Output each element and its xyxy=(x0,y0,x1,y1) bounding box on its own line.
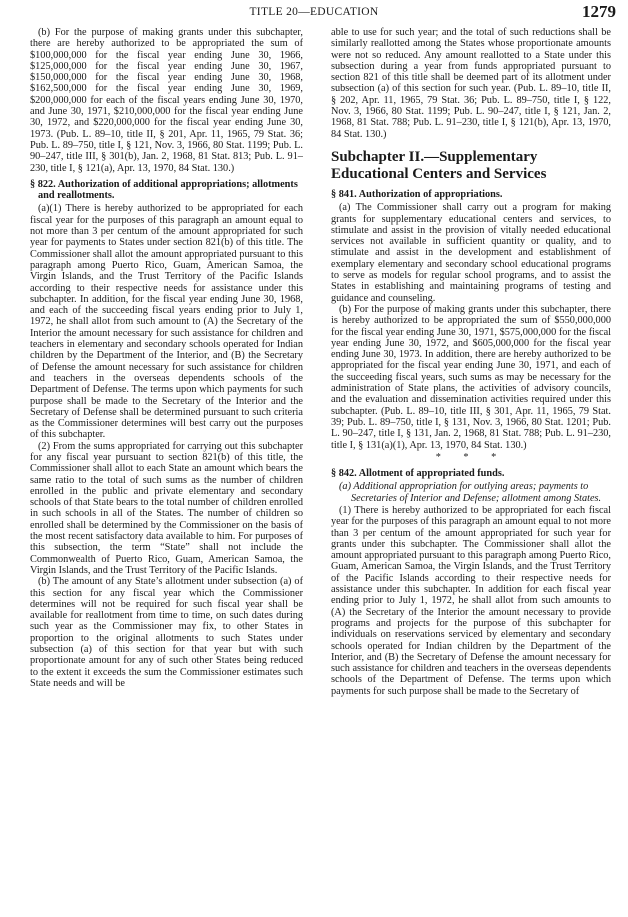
paragraph-842-a1: (1) There is hereby authorized to be appropriated for each fiscal year for the purposes of this paragraph an amount equal to not more than 3 per centum of the amount appropriated for such year for grants under this subchapter. The Commissioner shall allot the amount appropriated pursuant to this paragraph among Puerto Rico, Guam, American Samoa, the Virgin Islands, and the Trust Territory of the Pacific Islands according to their respective needs for assistance under this subchapter. In addition for each fiscal year ending prior to July 1, 1972, he shall allot from such amounts to (A) the Secretary of the Interior the amount necessary to provide programs and projects for the purpose of this subchapter for individuals on reservations serviced by elementary and secondary schools operated for Indian children by the Department of the Interior, and (B) the Secretary of Defense the amount necessary for such assistance for children and teachers in the overseas dependents schools of the Department of Defense. The terms upon which payments for such purpose shall be made to the Secretary of xyxy=(331,504,611,697)
paragraph-842-a-heading: (a) Additional appropriation for outlying areas; payments to Secretaries of Interior and Defense; allotment among States. xyxy=(339,481,602,504)
section-841-heading: § 841. Authorization of appropriations. xyxy=(331,188,503,200)
paragraph-841-b: (b) For the purpose of making grants under this subchapter, there is hereby authorized to be appropriated the sum of $550,000,000 for the fiscal year ending June 30, 1971, $575,000,000 for the fiscal year ending June 30, 1972, and $605,000,000 for the fiscal year ending June 30, 1973. In addition, there are hereby authorized to be appropriated for the fiscal year ending June 30, 1971, and each of the succeeding fiscal years, such sums as may be necessary for the administration of State plans, the activities of advisory councils, and the evaluation and dissemination activities required under this subchapter. (Pub. L. 89–10, title III, § 301, Apr. 11, 1965, 79 Stat. 39; Pub. L. 89–750, title I, § 131, Nov. 3, 1966, 80 Stat. 1201; Pub. L. 90–247, title I, § 131, Jan. 2, 1968, 81 Stat. 788; Pub. L. 91–230, title I, § 131(a)(1), Apr. 13, 1970, 84 Stat. 130.) xyxy=(331,303,611,451)
right-column xyxy=(331,27,611,912)
running-title: TITLE 20—EDUCATION xyxy=(249,6,379,18)
paragraph-822-a1: (a)(1) There is hereby authorized to be appropriated for each fiscal year for the purposes of this paragraph an amount equal to not more than 3 per centum of the amount appropriated for such year for payments to States under section 821(b) of this title. The Commissioner shall allot the amount appropriated pursuant to this paragraph among Puerto Rico, Guam, American Samoa, the Virgin Islands, and the Trust Territory of the Pacific Islands according to their respective needs for assistance under this subchapter. In addition, for the fiscal year ending June 30, 1968, and each of the succeeding fiscal years ending prior to July 1, 1972, he shall allot from such amount to (A) the Secretary of the Interior the amount necessary for such assistance for children and teachers in elementary and secondary schools operated for Indian children by the Department of the Interior, and (B) the Secretary of Defense the amount necessary for such assistance for children and teachers in the overseas dependents schools of the Department of Defense. The terms upon which payments for such purpose shall be made to the Secretary of the Interior and the Secretary of Defense shall be determined pursuant to such criteria as the Commissioner determines will best carry out the purposes of this subchapter. xyxy=(30,203,303,441)
paragraph-821-b: (b) For the purpose of making grants under this subchapter, there are hereby authorized to be appropriated the sum of $100,000,000 for the fiscal year ending June 30, 1966, $125,000,000 for the fiscal year ending June 30, 1967, $150,000,000 for the fiscal year ending June 30, 1968, $162,500,000 for the fiscal year ending June 30, 1969, $200,000,000 for each of the fiscal years ending June 30, 1970, and June 30, 1971, $210,000,000 for the fiscal year ending June 30, 1972, and $220,000,000 for the fiscal year ending June 30, 1973. (Pub. L. 89–10, title II, § 201, Apr. 11, 1965, 79 Stat. 36; Pub. L. 89–750, title I, § 121, Nov. 3, 1966, 80 Stat. 1199; Pub. L. 90–247, title III, § 301(b), Jan. 2, 1968, 81 Stat. 813; Pub. L. 91–230, title I, § 121(a), Apr. 13, 1970, 84 Stat. 130.) xyxy=(30,27,303,174)
paragraph-841-a: (a) The Commissioner shall carry out a program for making grants for supplementary educational centers and services, to stimulate and assist in the provision of vitally needed educational services not available in sufficient quantity or quality, and to stimulate and assist in the development and establishment of exemplary elementary and secondary school educational programs to serve as models for regular school programs, and to assist the States in establishing and maintaining programs of testing and guidance and counseling. xyxy=(331,202,611,304)
page-number: 1279 xyxy=(582,2,616,21)
section-842-heading: § 842. Allotment of appropriated funds. xyxy=(331,468,505,480)
paragraph-822-b: (b) The amount of any State’s allotment under subsection (a) of this section for any fiscal year which the Commissioner determines will not be required for such fiscal year shall be available for reallotment from time to time, on such dates during such year as the Commissioner may fix, to other States in proportion to the original allotments to such States under subsection (a) of this section for that year but with such proportionate amount for any of such other States being reduced to the extent it exceeds the sum the Commissioner estimates such State needs and will be xyxy=(30,576,303,689)
section-822-heading: § 822. Authorization of additional appropriations; allotments and reallotments. xyxy=(30,178,298,202)
left-column xyxy=(30,27,303,912)
page-header xyxy=(0,2,628,24)
paragraph-822-b-continued: able to use for such year; and the total of such reductions shall be similarly reallotted among the States whose proportionate amounts were not so reduced. Any amount reallotted to a State under this subsection during a year from funds appropriated pursuant to section 821 of this title shall be deemed part of its allotment under subsection (a) of this section for such year. (Pub. L. 89–10, title II, § 202, Apr. 11, 1965, 79 Stat. 36; Pub. L. 89–750, title I, § 122, Nov. 3, 1966, 80 Stat. 1199; Pub. L. 90–247, title I, § 121, Jan. 2, 1968, 81 Stat. 788; Pub. L. 91–230, title I, § 121(b), Apr. 13, 1970, 84 Stat. 130.) xyxy=(331,27,611,140)
omission-stars: * * * xyxy=(435,451,507,463)
paragraph-822-a2: (2) From the sums appropriated for carrying out this subchapter for any fiscal year pursuant to section 821(b) of this title, the Commissioner shall allot to each State an amount which bears the same ratio to the total of such sums as the number of children enrolled in the public and private elementary and secondary schools of that State bears to the total number of children enrolled in such schools in all of the States. The number of children so enrolled shall be determined by the Commissioner on the basis of the most recent satisfactory data available to him. For purposes of this subsection, the term “State” shall not include the Commonwealth of Puerto Rico, Guam, American Samoa, the Virgin Islands, and the Trust Territory of the Pacific Islands. xyxy=(30,440,303,576)
subchapter-heading: Subchapter II.—Supplementary Educational Centers and Services xyxy=(331,148,547,182)
